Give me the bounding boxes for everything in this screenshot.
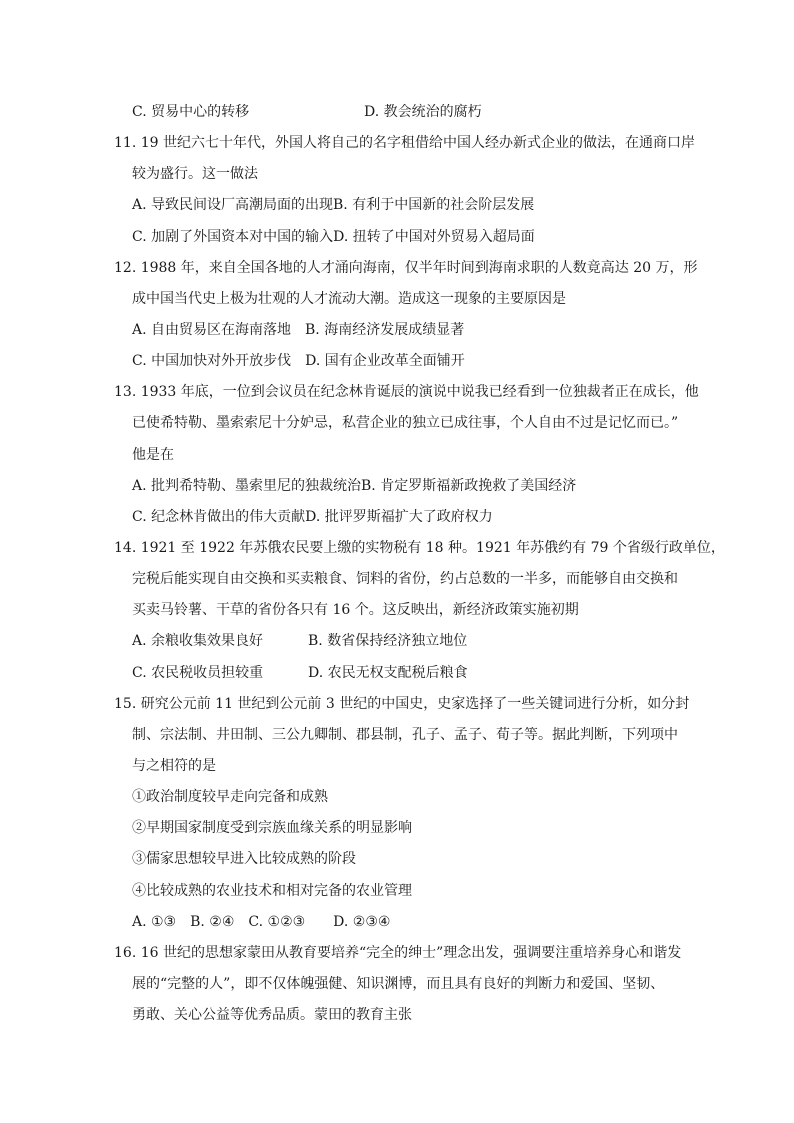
q12-stem-line2: 成中国当代史上极为壮观的人才流动大潮。造成这一现象的主要原因是 <box>132 291 566 307</box>
q12-stem-line1: 12. 1988 年，来自全国各地的人才涌向海南，仅半年时间到海南求职的人数竟高达 20 万，形 <box>114 260 698 276</box>
q11-options-cd: C. 加剧了外国资本对中国的输入D. 扭转了中国对外贸易入超局面 <box>132 229 535 245</box>
q15-stem-line1: 15. 研究公元前 11 世纪到公元前 3 世纪的中国史，史家选择了一些关键词进行分析，如分封 <box>114 696 690 712</box>
q11-stem-line2: 较为盛行。这一做法 <box>132 166 258 182</box>
q14-option-a: A. 余粮收集效果良好 <box>132 633 264 649</box>
q15-stem-line2: 制、宗法制、井田制、三公九卿制、郡县制，孔子、孟子、荀子等。据此判断，下列项中 <box>132 727 678 743</box>
q10-option-c: C. 贸易中心的转移 <box>132 104 250 120</box>
q12-options-ab: A. 自由贸易区在海南落地 B. 海南经济发展成绩显著 <box>132 322 465 338</box>
q14-stem-line3: 买卖马铃薯、干草的省份各只有 16 个。这反映出，新经济政策实施初期 <box>132 602 579 618</box>
q16-stem-line1: 16. 16 世纪的思想家蒙田从教育要培养“完全的绅士”理念出发，强调要注重培养身心和谐发 <box>114 945 682 961</box>
q13-options-cd: C. 纪念林肯做出的伟大贡献D. 批评罗斯福扩大了政府权力 <box>132 509 493 525</box>
q14-option-b: B. 数省保持经济独立地位 <box>308 633 468 649</box>
q11-options-ab: A. 导致民间设厂高潮局面的出现B. 有利于中国新的社会阶层发展 <box>132 197 535 213</box>
q13-stem-line1: 13. 1933 年底，一位到会议员在纪念林肯诞辰的演说中说我已经看到一位独裁者正在成长，他 <box>114 384 699 400</box>
q11-stem-line1: 11. 19 世纪六七十年代，外国人将自己的名字租借给中国人经办新式企业的做法，在通商口岸 <box>114 135 695 151</box>
q16-stem-line2: 展的“完整的人”，即不仅体魄强健、知识渊博，而且具有良好的判断力和爱国、坚韧、 <box>132 976 665 992</box>
q15-options: A. ①③ B. ②④ C. ①②③ D. ②③④ <box>132 914 391 930</box>
q14-stem-line2: 完税后能实现自由交换和买卖粮食、饲料的省份，约占总数的一半多，而能够自由交换和 <box>132 571 678 587</box>
q13-stem-line2: 已使希特勒、墨索索尼十分妒忌，私营企业的独立已成往事，个人自由不过是记忆而已。” <box>132 415 679 431</box>
q14-option-d: D. 农民无权支配税后粮食 <box>308 665 468 681</box>
q13-stem-line3: 他是在 <box>132 447 174 463</box>
q15-statement-1: ①政治制度较早走向完备和成熟 <box>132 789 328 805</box>
q10-option-d: D. 教会统治的腐朽 <box>364 104 482 120</box>
q15-statement-4: ④比较成熟的农业技术和相对完备的农业管理 <box>132 883 412 899</box>
q12-options-cd: C. 中国加快对外开放步伐 D. 国有企业改革全面铺开 <box>132 353 465 369</box>
q13-options-ab: A. 批判希特勒、墨索里尼的独裁统治B. 肯定罗斯福新政挽救了美国经济 <box>132 478 577 494</box>
q15-statement-3: ③儒家思想较早进入比较成熟的阶段 <box>132 851 356 867</box>
q15-statement-2: ②早期国家制度受到宗族血缘关系的明显影响 <box>132 820 412 836</box>
q15-stem-line3: 与之相符的是 <box>132 758 216 774</box>
q14-option-c: C. 农民税收员担较重 <box>132 665 264 681</box>
q16-stem-line3: 勇敢、关心公益等优秀品质。蒙田的教育主张 <box>132 1007 412 1023</box>
q14-stem-line1: 14. 1921 至 1922 年苏俄农民要上缴的实物税有 18 种。1921 年苏俄约有 79 个省级行政单位， <box>114 540 725 556</box>
